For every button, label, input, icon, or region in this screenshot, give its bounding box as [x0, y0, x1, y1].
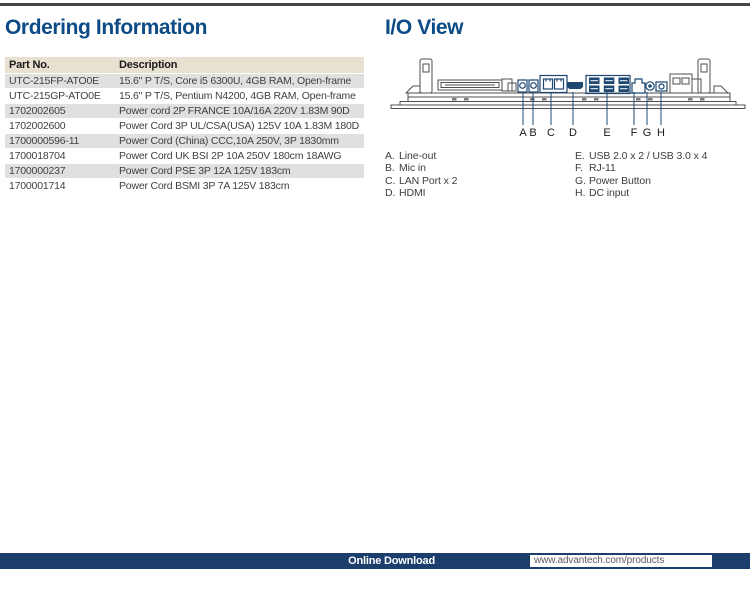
description-cell: Power Cord BSMI 3P 7A 125V 183cm — [115, 179, 364, 194]
svg-text:H: H — [657, 127, 665, 139]
table-header-row — [5, 57, 364, 74]
ordering-table-head — [5, 57, 364, 74]
usb-ports — [586, 76, 630, 94]
online-download-label: Online Download — [348, 555, 435, 567]
description-cell: Power Cord (China) CCC,10A 250V, 3P 1830mm — [115, 134, 364, 149]
io-legend-item: E. USB 2.0 x 2 / USB 3.0 x 4 — [575, 150, 708, 162]
svg-text:D: D — [569, 127, 577, 139]
description-cell: 15.6" P T/S, Pentium N4200, 4GB RAM, Open-frame — [115, 89, 364, 104]
io-legend-item: B. Mic in — [385, 162, 426, 175]
power-button-glyph — [646, 82, 654, 90]
part-no-cell: 1702002605 — [5, 104, 115, 119]
svg-text:F: F — [630, 127, 638, 139]
description-cell: Power Cord PSE 3P 12A 125V 183cm — [115, 164, 364, 179]
table-row — [5, 74, 364, 89]
description-cell: Power Cord UK BSI 2P 10A 250V 180cm 18AWG — [115, 149, 364, 164]
audio-jacks — [518, 80, 538, 92]
svg-text:C: C — [547, 127, 555, 139]
ordering-table — [5, 57, 364, 194]
table-row — [5, 89, 364, 104]
svg-text:G: G — [642, 127, 652, 139]
io-legend-item: D. HDMI — [385, 187, 426, 200]
lan-ports — [540, 76, 567, 93]
ordering-information-title: Ordering Information — [5, 16, 208, 39]
power-module — [670, 74, 701, 93]
description-header: Description — [115, 57, 364, 74]
part-no-cell: UTC-215FP-ATO0E — [5, 74, 115, 89]
io-view-title: I/O View — [385, 16, 464, 39]
part-no-cell: 1702002600 — [5, 119, 115, 134]
callout-letters — [519, 92, 665, 139]
io-view-diagram — [390, 52, 746, 144]
ordering-table-body — [5, 74, 364, 194]
table-row — [5, 104, 364, 119]
io-legend-item: G. Power Button — [575, 174, 651, 187]
part-no-cell: 1700018704 — [5, 149, 115, 164]
table-row — [5, 134, 364, 149]
right-bracket — [698, 59, 728, 93]
svg-text:B: B — [529, 127, 537, 139]
part-no-header: Part No. — [5, 57, 115, 74]
table-row — [5, 179, 364, 194]
part-no-cell: 1700000237 — [5, 164, 115, 179]
dc-input-jack — [656, 82, 667, 91]
heatsink-bar — [438, 79, 516, 91]
left-bracket — [406, 59, 432, 93]
part-no-cell: UTC-215GP-ATO0E — [5, 89, 115, 104]
description-cell: Power cord 2P FRANCE 10A/16A 220V 1.83M 90D — [115, 104, 364, 119]
io-legend-item: F. RJ-11 — [575, 162, 616, 175]
description-cell: Power Cord 3P UL/CSA(USA) 125V 10A 1.83M 180D — [115, 119, 364, 134]
table-row — [5, 164, 364, 179]
io-legend-item: C. LAN Port x 2 — [385, 174, 458, 187]
part-no-cell: 1700001714 — [5, 179, 115, 194]
hdmi-port — [567, 82, 583, 89]
svg-text:E: E — [603, 127, 611, 139]
svg-text:A: A — [519, 127, 527, 139]
download-url-link[interactable]: www.advantech.com/products — [530, 555, 712, 567]
io-legend-right — [575, 150, 707, 200]
footer-download-bar — [0, 553, 750, 569]
top-divider-rule — [0, 3, 750, 6]
rj11-port — [632, 79, 645, 93]
io-legend-item: H. DC input — [575, 187, 630, 200]
screw-marks — [452, 98, 705, 101]
table-row — [5, 119, 364, 134]
io-legend-item: A. Line-out — [385, 150, 437, 162]
description-cell: 15.6" P T/S, Core i5 6300U, 4GB RAM, Open-frame — [115, 74, 364, 89]
part-no-cell: 1700000596-11 — [5, 134, 115, 149]
table-row — [5, 149, 364, 164]
io-legend-left — [385, 150, 457, 200]
